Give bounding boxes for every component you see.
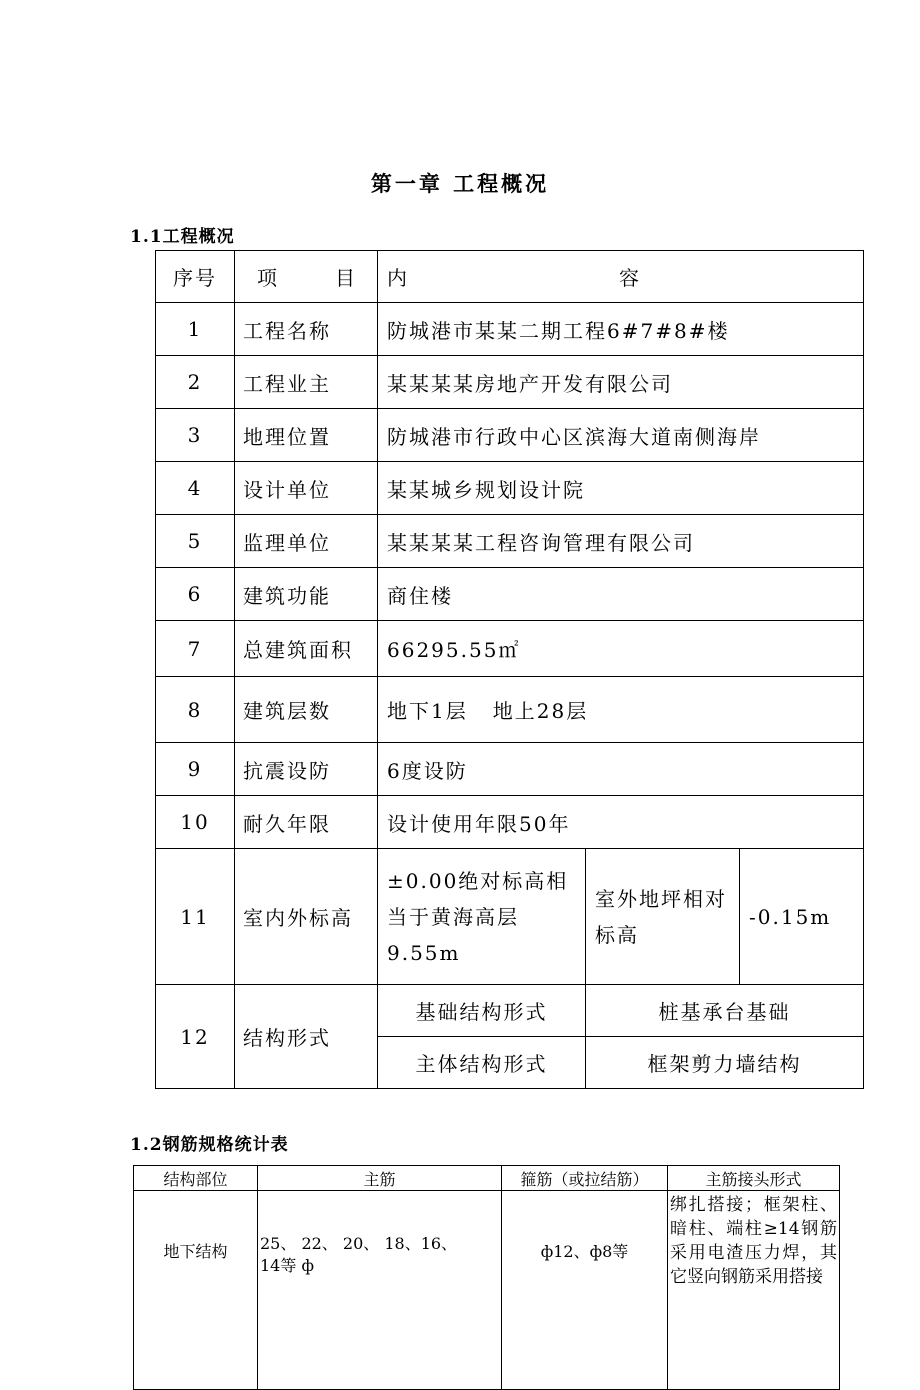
row-item: 监理单位 xyxy=(235,515,378,568)
row-item: 总建筑面积 xyxy=(235,621,378,677)
row-value-outdoor-elevation: -0.15m xyxy=(740,849,864,985)
row-main-bar: 25、 22、 20、 18、16、 14等 ф xyxy=(258,1191,502,1390)
row-no: 9 xyxy=(156,743,235,796)
row-no: 10 xyxy=(156,796,235,849)
project-overview-table xyxy=(155,250,864,1089)
row-no: 7 xyxy=(156,621,235,677)
table-row xyxy=(156,303,864,356)
table-row xyxy=(156,515,864,568)
table-row xyxy=(156,568,864,621)
table-row-structure xyxy=(156,985,864,1037)
row-no: 4 xyxy=(156,462,235,515)
row-no: 5 xyxy=(156,515,235,568)
row-no: 12 xyxy=(156,985,235,1089)
row-item: 地理位置 xyxy=(235,409,378,462)
row-item: 结构形式 xyxy=(235,985,378,1089)
row-item: 工程名称 xyxy=(235,303,378,356)
table-row xyxy=(156,409,864,462)
row-value: 设计使用年限50年 xyxy=(378,796,864,849)
row-no: 11 xyxy=(156,849,235,985)
header-content-part1: 内 xyxy=(387,266,409,290)
table-row xyxy=(134,1191,840,1390)
row-no: 1 xyxy=(156,303,235,356)
section-title-overview: 1.1工程概况 xyxy=(130,227,235,247)
table-row-elevation xyxy=(156,849,864,985)
row-item: 耐久年限 xyxy=(235,796,378,849)
row-structure-part: 地下结构 xyxy=(134,1191,258,1390)
row-label-outdoor-elevation: 室外地坪相对标高 xyxy=(586,849,740,985)
row-value: 商住楼 xyxy=(378,568,864,621)
header-joint-type: 主筋接头形式 xyxy=(668,1166,840,1191)
table-row xyxy=(156,462,864,515)
row-value: 某某某某工程咨询管理有限公司 xyxy=(378,515,864,568)
row-value-absolute-elevation: ±0.00绝对标高相当于黄海高层9.55m xyxy=(378,849,586,985)
header-main-bar: 主筋 xyxy=(258,1166,502,1191)
row-item: 建筑功能 xyxy=(235,568,378,621)
header-no: 序号 xyxy=(156,251,235,303)
header-content xyxy=(378,251,864,303)
row-item: 设计单位 xyxy=(235,462,378,515)
header-item-part1: 项 xyxy=(257,266,279,290)
row-no: 6 xyxy=(156,568,235,621)
row-value: 6度设防 xyxy=(378,743,864,796)
table-row xyxy=(156,677,864,743)
table-row xyxy=(156,356,864,409)
row-stirrup: ф12、ф8等 xyxy=(502,1191,668,1390)
row-value: 66295.55㎡ xyxy=(378,621,864,677)
table-row xyxy=(156,796,864,849)
row-value: 防城港市行政中心区滨海大道南侧海岸 xyxy=(378,409,864,462)
main-structure-value: 框架剪力墙结构 xyxy=(586,1037,864,1089)
header-item-part2: 目 xyxy=(335,266,357,290)
row-value: 某某城乡规划设计院 xyxy=(378,462,864,515)
table-row xyxy=(156,743,864,796)
chapter-title: 第一章 工程概况 xyxy=(370,171,550,196)
main-structure-label: 主体结构形式 xyxy=(378,1037,586,1089)
row-item: 抗震设防 xyxy=(235,743,378,796)
section-title-rebar: 1.2钢筋规格统计表 xyxy=(130,1135,289,1155)
foundation-structure-label: 基础结构形式 xyxy=(378,985,586,1037)
table-header-row xyxy=(156,251,864,303)
row-no: 8 xyxy=(156,677,235,743)
table-header-row xyxy=(134,1166,840,1191)
row-item: 建筑层数 xyxy=(235,677,378,743)
row-item: 室内外标高 xyxy=(235,849,378,985)
header-structure-part: 结构部位 xyxy=(134,1166,258,1191)
row-value: 某某某某房地产开发有限公司 xyxy=(378,356,864,409)
header-stirrup: 箍筋（或拉结筋） xyxy=(502,1166,668,1191)
header-content-part2: 容 xyxy=(619,266,641,290)
row-item: 工程业主 xyxy=(235,356,378,409)
table-row xyxy=(156,621,864,677)
row-no: 2 xyxy=(156,356,235,409)
row-value: 防城港市某某二期工程6#7#8#楼 xyxy=(378,303,864,356)
foundation-structure-value: 桩基承台基础 xyxy=(586,985,864,1037)
row-no: 3 xyxy=(156,409,235,462)
header-item xyxy=(235,251,378,303)
row-joint-type: 绑扎搭接；框架柱、暗柱、端柱≥14钢筋采用电渣压力焊，其它竖向钢筋采用搭接 xyxy=(668,1191,840,1390)
rebar-spec-table xyxy=(133,1165,840,1390)
row-value: 地下1层 地上28层 xyxy=(378,677,864,743)
